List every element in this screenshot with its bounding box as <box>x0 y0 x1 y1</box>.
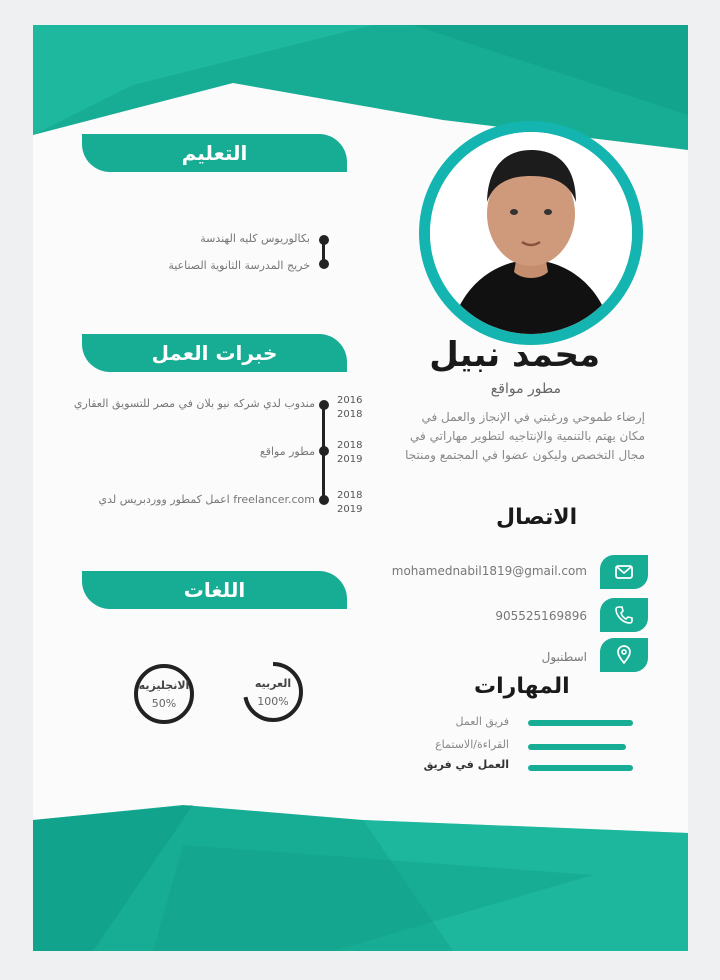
location-text: اسطنبول <box>541 650 587 664</box>
timeline-dot <box>319 446 329 456</box>
resume-page <box>33 25 688 951</box>
language-circle-english <box>133 663 195 725</box>
location-pin-icon <box>614 645 634 665</box>
timeline-dot <box>319 259 329 269</box>
skill-label: القراءة/الاستماع <box>435 738 509 751</box>
language-percent: 100% <box>257 695 289 708</box>
phone-text[interactable]: 905525169896 <box>495 609 587 623</box>
experience-item: اعمل كمطور ووردبريس لدي freelancer.com <box>98 493 315 506</box>
profile-name: محمد نبيل <box>429 335 600 375</box>
person-silhouette <box>430 132 632 334</box>
email-text[interactable]: mohamednabil1819@gmail.com <box>391 564 587 578</box>
language-percent: 50% <box>151 697 177 710</box>
envelope-icon-box <box>600 555 648 589</box>
phone-icon-box <box>600 598 648 632</box>
timeline-dot <box>319 235 329 245</box>
contact-heading: الاتصال <box>496 505 578 530</box>
skill-bar <box>528 765 633 771</box>
languages-heading: اللغات <box>82 571 347 609</box>
experience-years: 2018 2019 <box>337 490 363 515</box>
skill-bar <box>528 744 626 750</box>
timeline-dot <box>319 400 329 410</box>
language-ring <box>133 663 195 725</box>
skill-bar <box>528 720 633 726</box>
language-name: العربيه <box>254 677 292 690</box>
about-paragraph: إرضاء طموحي ورغبتي في الإنجاز والعمل في مكان يهتم بالتنمية والإنتاجيه لتطوير مهاراتي في مجال التخصص وليكون عضوا في المجتمع ومنتجا <box>405 410 645 462</box>
experience-years: 2016 2018 <box>337 395 363 420</box>
job-title: مطور مواقع <box>490 381 561 397</box>
skill-label: العمل في فريق <box>423 758 509 771</box>
language-ring <box>242 661 304 723</box>
education-heading: التعليم <box>82 134 347 172</box>
avatar <box>430 132 632 334</box>
timeline-dot <box>319 495 329 505</box>
experience-years: 2018 2019 <box>337 440 363 465</box>
experience-item: مندوب لدي شركه نيو بلان في مصر للتسويق العقاري <box>73 397 315 410</box>
phone-icon <box>614 605 634 625</box>
skill-label: فريق العمل <box>455 715 509 728</box>
envelope-icon <box>614 562 634 582</box>
skills-heading: المهارات <box>474 674 570 699</box>
experience-heading: خبرات العمل <box>82 334 347 372</box>
education-item: خريج المدرسة الثانوية الصناعية <box>168 259 310 272</box>
location-icon-box <box>600 638 648 672</box>
education-item: بكالوريوس كليه الهندسة <box>200 232 310 245</box>
language-circle-arabic <box>242 661 304 723</box>
language-name: الانجليزيه <box>138 679 190 692</box>
experience-item: مطور مواقع <box>259 445 315 458</box>
